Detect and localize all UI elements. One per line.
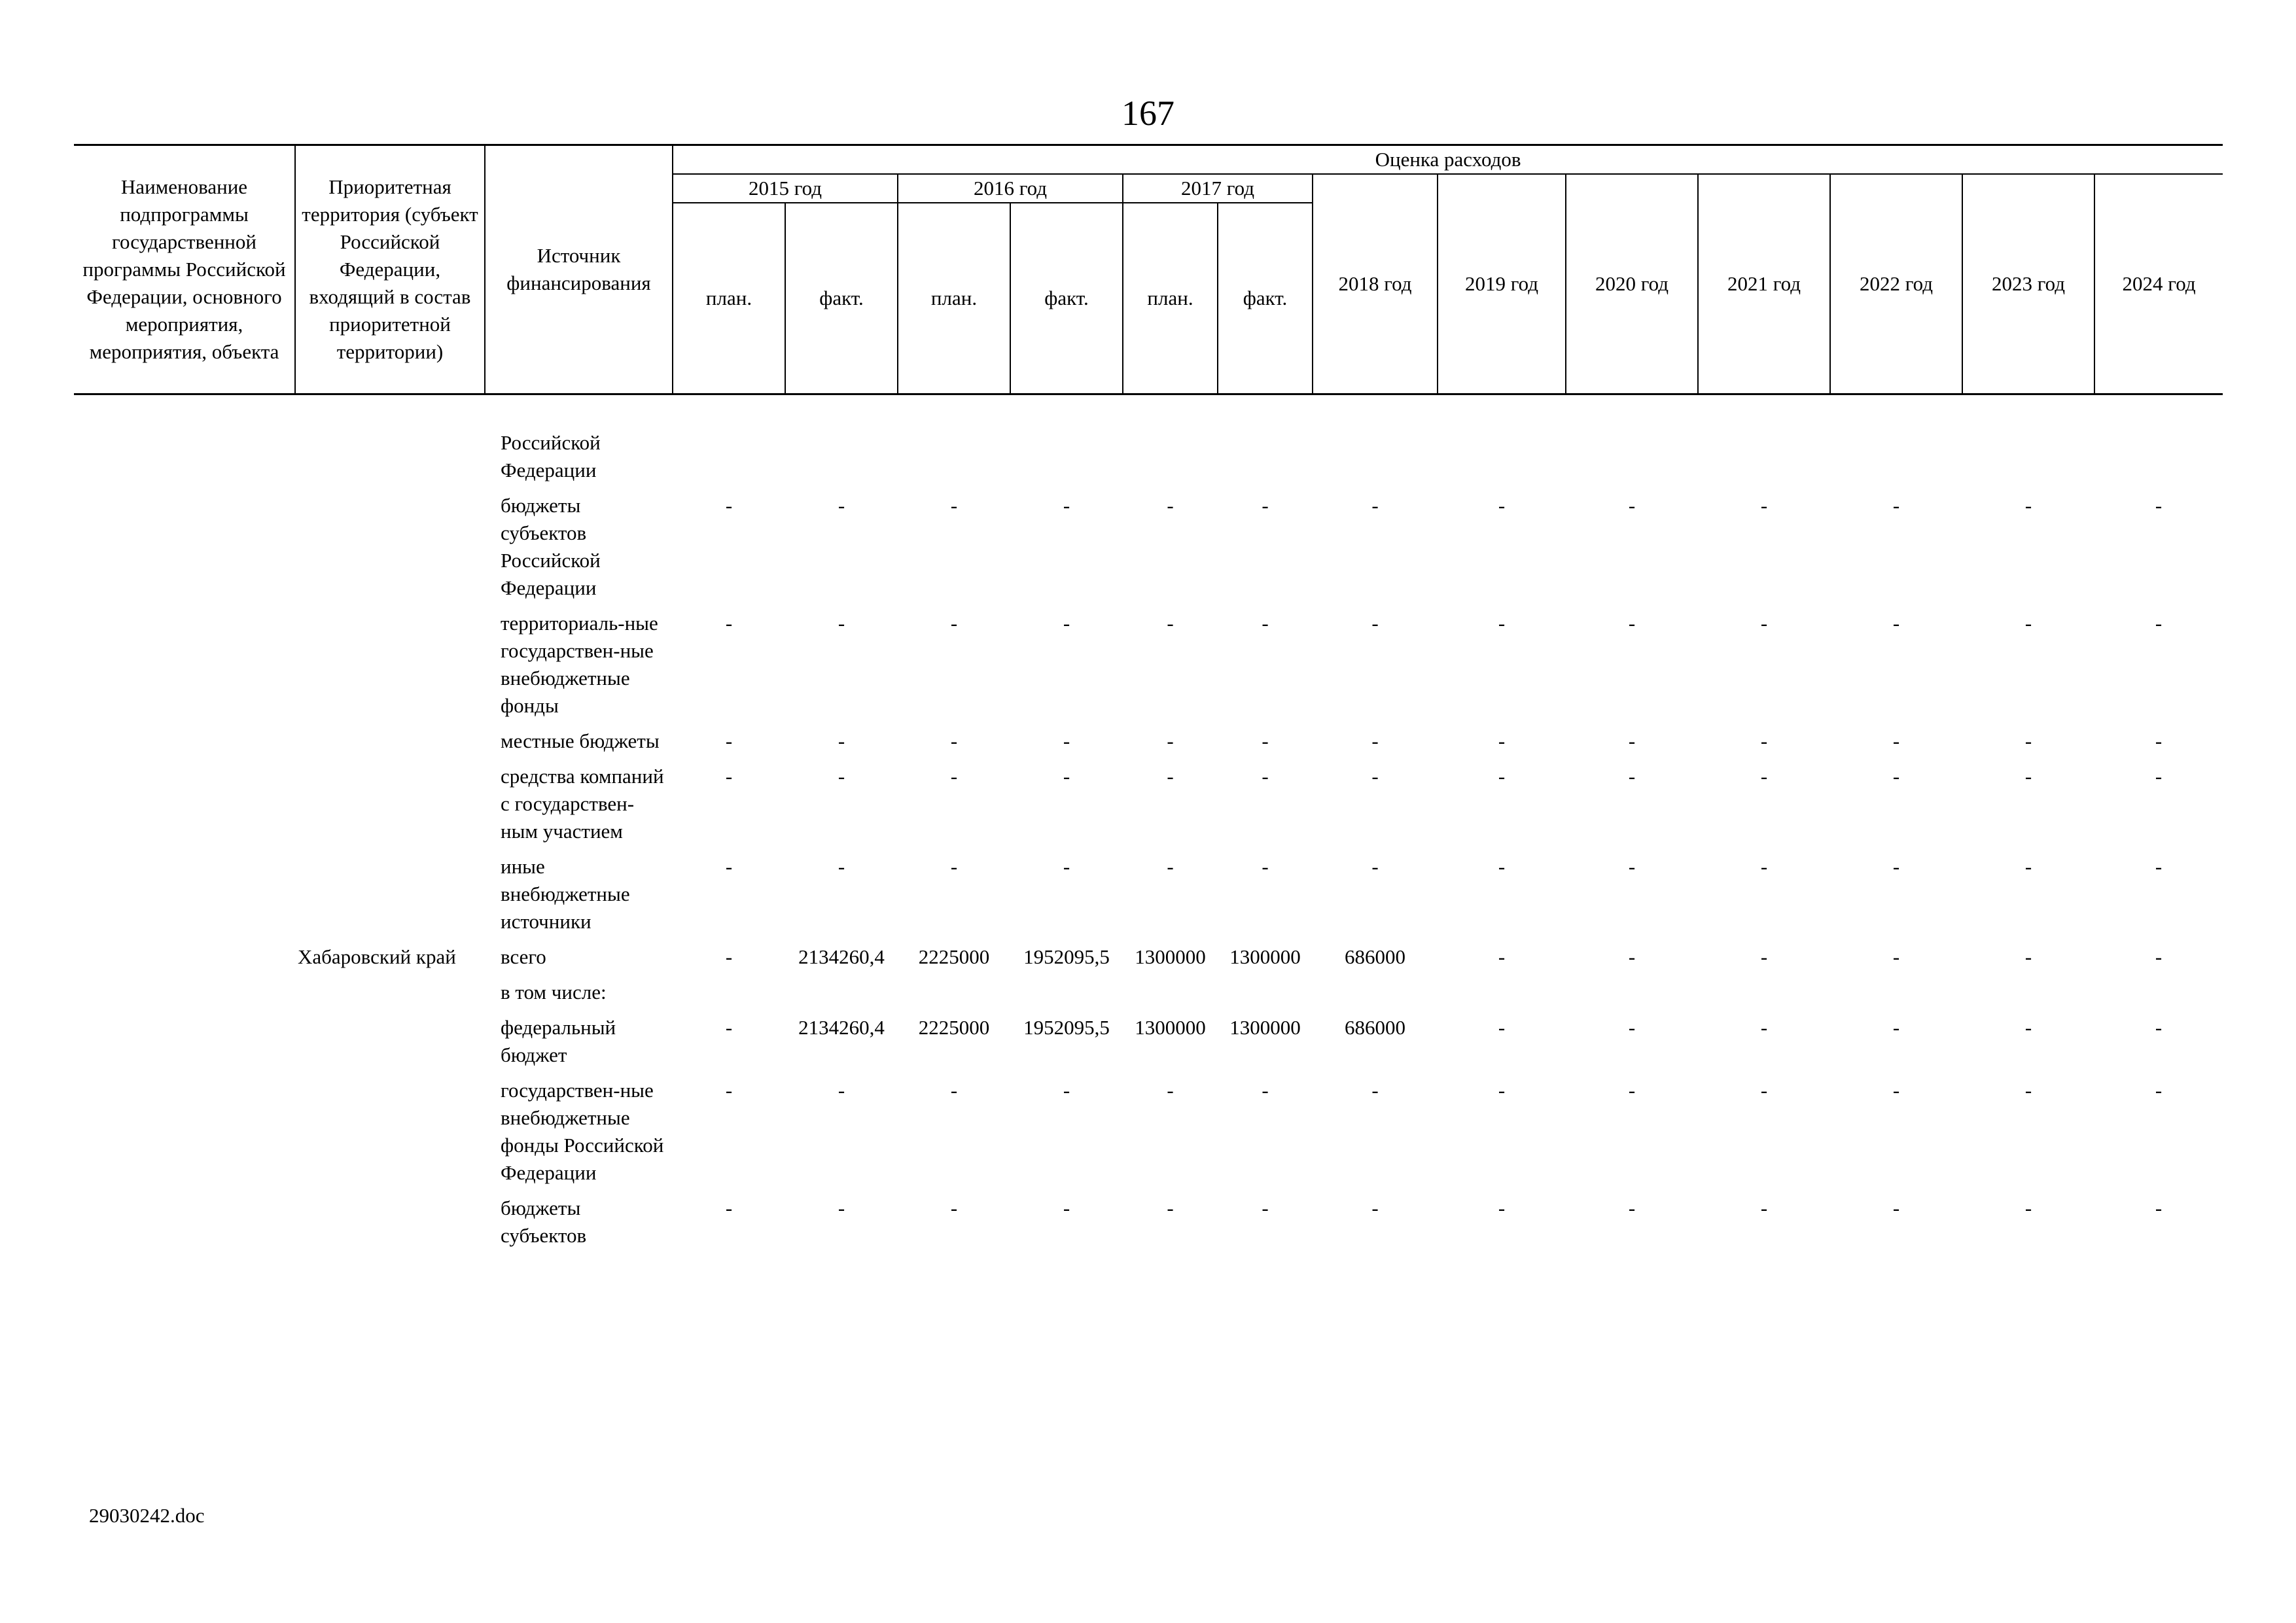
row-value-cell: - xyxy=(2155,764,2163,788)
row-value-cell xyxy=(673,429,785,492)
row-value-cell: - xyxy=(2024,1015,2032,1039)
row-value-cell: - xyxy=(2155,945,2163,968)
row-funding-source: иные внебюджетные источники xyxy=(501,854,630,933)
row-value-cell: 1300000 xyxy=(1229,1015,1301,1039)
row-territory xyxy=(295,979,485,1014)
row-value-cell xyxy=(1438,429,1566,492)
row-value-cell: - xyxy=(1760,1015,1768,1039)
row-program-name xyxy=(74,853,295,943)
row-value-cell: - xyxy=(838,729,845,752)
row-value-cell: 1300000 xyxy=(1135,945,1206,968)
header-2016-fact: факт. xyxy=(1010,203,1123,394)
row-value-cell: - xyxy=(1167,1196,1174,1219)
header-source-column: Источник финансирования xyxy=(485,145,673,394)
row-funding-source: бюджеты субъектов xyxy=(501,1196,587,1247)
row-value-cell: 2225000 xyxy=(918,1015,990,1039)
row-territory xyxy=(295,1077,485,1195)
row-value-cell xyxy=(1123,429,1218,492)
row-value-cell: - xyxy=(1262,729,1269,752)
row-value-cell: - xyxy=(1262,1196,1269,1219)
row-value-cell xyxy=(1830,429,1962,492)
row-value-cell: - xyxy=(1628,729,1636,752)
row-value-cell: - xyxy=(1892,1015,1900,1039)
row-value-cell xyxy=(1438,979,1566,1014)
row-territory xyxy=(295,853,485,943)
row-value-cell: - xyxy=(1628,945,1636,968)
row-value-cell: - xyxy=(950,493,958,517)
row-value-cell xyxy=(1830,979,1962,1014)
row-value-cell: - xyxy=(950,729,958,752)
table-row xyxy=(74,727,2223,763)
row-value-cell: - xyxy=(725,611,733,635)
row-value-cell: - xyxy=(2155,493,2163,517)
row-value-cell: - xyxy=(1892,945,1900,968)
page-number: 167 xyxy=(1122,94,1174,133)
row-value-cell: - xyxy=(1063,729,1070,752)
header-year-2021: 2021 год xyxy=(1698,174,1830,394)
row-value-cell xyxy=(673,979,785,1014)
row-value-cell: - xyxy=(2155,1078,2163,1102)
row-value-cell: - xyxy=(1063,493,1070,517)
table-row xyxy=(74,1014,2223,1077)
row-value-cell: - xyxy=(1498,1078,1506,1102)
row-value-cell: - xyxy=(1628,1078,1636,1102)
row-value-cell: - xyxy=(1498,1015,1506,1039)
row-territory xyxy=(295,492,485,610)
row-value-cell xyxy=(1123,979,1218,1014)
row-value-cell xyxy=(1698,429,1830,492)
header-2015-plan: план. xyxy=(673,203,785,394)
row-value-cell: - xyxy=(2024,1078,2032,1102)
expenditure-table xyxy=(74,144,2223,1257)
row-value-cell: - xyxy=(1892,854,1900,878)
row-funding-source: государствен-ные внебюджетные фонды Российской Федерации xyxy=(501,1078,664,1184)
row-value-cell: - xyxy=(1760,729,1768,752)
row-value-cell: - xyxy=(1262,854,1269,878)
row-value-cell: 2134260,4 xyxy=(798,1015,885,1039)
row-value-cell: - xyxy=(838,1078,845,1102)
row-value-cell xyxy=(2094,979,2223,1014)
row-value-cell: - xyxy=(950,764,958,788)
row-value-cell: - xyxy=(1628,854,1636,878)
row-value-cell: 2225000 xyxy=(918,945,990,968)
row-value-cell: - xyxy=(725,729,733,752)
header-territory-column: Приоритетная территория (субъект Российской Федерации, входящий в состав приоритетной территории) xyxy=(295,145,485,394)
row-value-cell: - xyxy=(1371,611,1379,635)
row-territory xyxy=(295,1014,485,1077)
row-value-cell: - xyxy=(1262,493,1269,517)
row-territory xyxy=(295,429,485,492)
row-program-name xyxy=(74,610,295,727)
row-value-cell: - xyxy=(950,1196,958,1219)
row-value-cell: 1300000 xyxy=(1229,945,1301,968)
header-year-2024: 2024 год xyxy=(2094,174,2223,394)
row-value-cell: - xyxy=(1892,729,1900,752)
row-territory: Хабаровский край xyxy=(298,945,456,968)
header-year-2018: 2018 год xyxy=(1313,174,1438,394)
row-value-cell: - xyxy=(1371,764,1379,788)
row-value-cell: 1952095,5 xyxy=(1023,945,1110,968)
row-value-cell: 686000 xyxy=(1345,1015,1405,1039)
header-2015-fact: факт. xyxy=(785,203,898,394)
row-value-cell: - xyxy=(1498,611,1506,635)
row-value-cell xyxy=(2094,429,2223,492)
row-value-cell: - xyxy=(725,854,733,878)
row-value-cell: - xyxy=(1262,1078,1269,1102)
row-value-cell: - xyxy=(1167,611,1174,635)
row-value-cell: - xyxy=(2155,1196,2163,1219)
row-value-cell: - xyxy=(950,1078,958,1102)
table-row xyxy=(74,610,2223,727)
row-value-cell: - xyxy=(1892,493,1900,517)
table-row xyxy=(74,492,2223,610)
row-program-name xyxy=(74,727,295,763)
row-value-cell xyxy=(1566,979,1698,1014)
row-value-cell: - xyxy=(1498,1196,1506,1219)
row-value-cell: - xyxy=(838,764,845,788)
row-value-cell: - xyxy=(1063,854,1070,878)
row-value-cell: - xyxy=(838,1196,845,1219)
table-body xyxy=(74,394,2223,1257)
row-value-cell: - xyxy=(1760,764,1768,788)
row-funding-source: местные бюджеты xyxy=(501,729,660,752)
row-value-cell: - xyxy=(1628,1015,1636,1039)
header-year-2020: 2020 год xyxy=(1566,174,1698,394)
row-value-cell: 1952095,5 xyxy=(1023,1015,1110,1039)
row-value-cell: - xyxy=(725,1196,733,1219)
row-value-cell: - xyxy=(2024,854,2032,878)
row-value-cell: - xyxy=(2155,1015,2163,1039)
row-territory xyxy=(295,763,485,853)
row-value-cell: - xyxy=(1498,945,1506,968)
row-value-cell: - xyxy=(1063,764,1070,788)
header-2017-plan: план. xyxy=(1123,203,1218,394)
row-value-cell: - xyxy=(950,611,958,635)
row-value-cell: - xyxy=(2024,729,2032,752)
row-value-cell: - xyxy=(1892,611,1900,635)
row-value-cell: 2134260,4 xyxy=(798,945,885,968)
row-value-cell: - xyxy=(1628,1196,1636,1219)
row-value-cell: - xyxy=(1262,764,1269,788)
row-value-cell xyxy=(1962,979,2094,1014)
row-program-name xyxy=(74,979,295,1014)
row-value-cell: - xyxy=(2155,611,2163,635)
row-value-cell: - xyxy=(2024,493,2032,517)
row-value-cell xyxy=(1313,429,1438,492)
header-2016-plan: план. xyxy=(898,203,1010,394)
header-2017-fact: факт. xyxy=(1218,203,1313,394)
row-value-cell: - xyxy=(1498,854,1506,878)
table-row xyxy=(74,429,2223,492)
row-value-cell: - xyxy=(2024,1196,2032,1219)
row-value-cell: - xyxy=(1167,493,1174,517)
row-value-cell: - xyxy=(838,493,845,517)
table-row xyxy=(74,853,2223,943)
row-value-cell: - xyxy=(1760,493,1768,517)
row-program-name xyxy=(74,429,295,492)
row-value-cell: - xyxy=(2155,854,2163,878)
table-row xyxy=(74,763,2223,853)
header-year-2016: 2016 год xyxy=(898,174,1123,203)
row-value-cell: - xyxy=(725,945,733,968)
header-expense-estimate: Оценка расходов xyxy=(673,145,2223,175)
row-value-cell: - xyxy=(725,764,733,788)
row-value-cell: - xyxy=(1498,493,1506,517)
row-value-cell: - xyxy=(1760,611,1768,635)
row-value-cell: - xyxy=(2155,729,2163,752)
row-value-cell xyxy=(1313,979,1438,1014)
header-year-2022: 2022 год xyxy=(1830,174,1962,394)
row-funding-source: Российской Федерации xyxy=(501,430,601,481)
table-row xyxy=(74,979,2223,1014)
row-territory xyxy=(295,727,485,763)
row-value-cell xyxy=(1010,429,1123,492)
row-value-cell: - xyxy=(725,1078,733,1102)
row-territory xyxy=(295,610,485,727)
header-year-2019: 2019 год xyxy=(1438,174,1566,394)
row-funding-source: всего xyxy=(501,945,546,968)
table-row xyxy=(74,1077,2223,1195)
row-program-name xyxy=(74,1195,295,1257)
row-program-name xyxy=(74,943,295,979)
row-value-cell xyxy=(1218,429,1313,492)
row-value-cell: - xyxy=(1760,945,1768,968)
table-row xyxy=(74,943,2223,979)
row-value-cell: - xyxy=(1167,854,1174,878)
row-value-cell: - xyxy=(1167,729,1174,752)
row-value-cell: - xyxy=(1892,1078,1900,1102)
row-value-cell xyxy=(785,429,898,492)
row-value-cell: - xyxy=(2024,764,2032,788)
row-value-cell: - xyxy=(1371,1196,1379,1219)
row-value-cell xyxy=(1962,429,2094,492)
row-value-cell: - xyxy=(1628,493,1636,517)
row-program-name xyxy=(74,1014,295,1077)
row-value-cell: - xyxy=(1628,764,1636,788)
row-value-cell: 1300000 xyxy=(1135,1015,1206,1039)
header-year-2017: 2017 год xyxy=(1123,174,1313,203)
row-value-cell: - xyxy=(1892,1196,1900,1219)
row-value-cell: - xyxy=(725,1015,733,1039)
row-value-cell xyxy=(898,429,1010,492)
row-funding-source: федеральный бюджет xyxy=(501,1015,616,1066)
row-value-cell: - xyxy=(1760,854,1768,878)
row-program-name xyxy=(74,492,295,610)
row-funding-source: в том числе: xyxy=(501,980,607,1003)
row-value-cell: - xyxy=(1498,764,1506,788)
row-value-cell: - xyxy=(838,854,845,878)
row-value-cell: - xyxy=(1628,611,1636,635)
row-value-cell: - xyxy=(1262,611,1269,635)
row-value-cell xyxy=(898,979,1010,1014)
row-value-cell: - xyxy=(1063,1196,1070,1219)
row-value-cell: - xyxy=(1760,1078,1768,1102)
row-value-cell: - xyxy=(2024,945,2032,968)
header-year-2015: 2015 год xyxy=(673,174,898,203)
row-value-cell: - xyxy=(1371,854,1379,878)
table-row xyxy=(74,1195,2223,1257)
row-value-cell: - xyxy=(1371,493,1379,517)
row-value-cell: - xyxy=(1371,1078,1379,1102)
row-value-cell: - xyxy=(1167,1078,1174,1102)
row-value-cell: - xyxy=(1063,1078,1070,1102)
row-value-cell: - xyxy=(1167,764,1174,788)
document-file-code: 29030242.doc xyxy=(89,1504,205,1527)
row-funding-source: территориаль-ные государствен-ные внебюджетные фонды xyxy=(501,611,658,717)
row-value-cell xyxy=(1218,979,1313,1014)
row-value-cell: - xyxy=(950,854,958,878)
row-value-cell: - xyxy=(1063,611,1070,635)
row-value-cell: - xyxy=(838,611,845,635)
row-value-cell xyxy=(1698,979,1830,1014)
row-value-cell: - xyxy=(1371,729,1379,752)
row-value-cell: - xyxy=(725,493,733,517)
row-value-cell: - xyxy=(1498,729,1506,752)
row-value-cell xyxy=(785,979,898,1014)
row-value-cell: - xyxy=(1892,764,1900,788)
row-value-cell xyxy=(1010,979,1123,1014)
row-funding-source: бюджеты субъектов Российской Федерации xyxy=(501,493,601,599)
row-value-cell: 686000 xyxy=(1345,945,1405,968)
table-header xyxy=(74,145,2223,394)
header-year-2023: 2023 год xyxy=(1962,174,2094,394)
row-value-cell: - xyxy=(2024,611,2032,635)
header-name-column: Наименование подпрограммы государственной программы Российской Федерации, основного мероприятия, мероприятия, объекта xyxy=(74,145,295,394)
row-territory xyxy=(295,1195,485,1257)
row-funding-source: средства компаний с государствен-ным участием xyxy=(501,764,664,843)
row-value-cell: - xyxy=(1760,1196,1768,1219)
row-program-name xyxy=(74,763,295,853)
row-value-cell xyxy=(1566,429,1698,492)
row-program-name xyxy=(74,1077,295,1195)
